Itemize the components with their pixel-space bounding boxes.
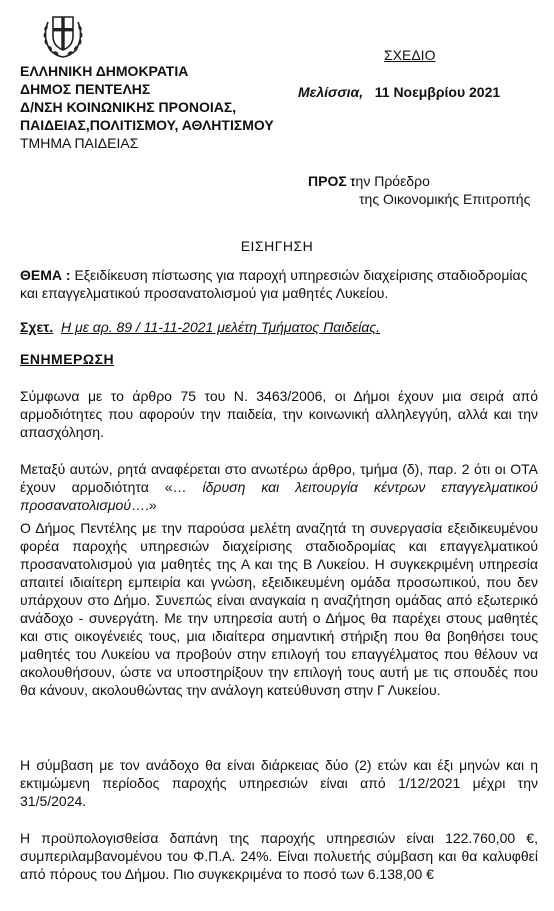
paragraph-3: Ο Δήμος Πεντέλης με την παρούσα μελέτη αναζητά τη συνεργασία εξειδικευμένου φορέα παροχής υπηρεσιών διαχείρισης σταδιοδρομίας και επαγγελματικού προσανατολισμού για μαθητές της Α και της Β Λυκείου. Η συγκεκριμένη υπηρεσία απαιτεί ιδιαίτερη εμπειρία και γνώση, εξειδικευμένη ομάδα προσωπικού, που δεν υπάρχουν στο Δήμο. Συνεπώς είναι αναγκαία η αναζήτηση ομάδας από εξωτερικό ανάδοχο - συνεργάτη. Με την υπηρεσία αυτή ο Δήμος θα παρέχει στους μαθητές και στις οικογένειές τους, μια ιδιαίτερα σημαντική στήριξη που θα βοηθήσει τους μαθητές του Λυκείου να προβούν στην επιλογή του επαγγέλματος που θέλουν να ακολουθήσουν, ώστε να υποστηρίξουν την επιλογή τους αυτή με τις σπουδές που θα κάνουν, ακολουθώντας την ανάλογη κατεύθυνση στην Γ Λυκείου.: [20, 520, 538, 698]
org-line-municipality: ΔΗΜΟΣ ΠΕΝΤΕΛΗΣ: [20, 81, 151, 97]
paragraph-1: Σύμφωνα με το άρθρο 75 του Ν. 3463/2006, οι Δήμοι έχουν μια σειρά από αρμοδιότητες που αφορούν την παιδεία, την κοινωνική αλληλεγγύη, αλλά και την απασχόληση.: [20, 388, 538, 440]
org-line-directorate: Δ/ΝΣΗ ΚΟΙΝΩΝΙΚΗΣ ΠΡΟΝΟΙΑΣ,: [20, 99, 237, 115]
date: 11 Νοεμβρίου 2021: [374, 84, 501, 100]
draft-label: ΣΧΕΔΙΟ: [384, 47, 436, 63]
subject-text: Εξειδίκευση πίστωσης για παροχή υπηρεσιών διαχείρισης σταδιοδρομίας και επαγγελματικού προσανατολισμού για μαθητές Λυκείου.: [20, 267, 528, 301]
coat-of-arms-emblem: [38, 8, 88, 60]
subject: [20, 266, 540, 302]
place-date-line: [298, 84, 500, 100]
reference-text: Η με αρ. 89 / 11-11-2021 μελέτη Τμήματος Παιδείας.: [61, 319, 381, 335]
recipient-label: ΠΡΟΣ :: [308, 173, 356, 189]
paragraph-2-start: Μεταξύ αυτών, ρητά αναφέρεται στο ανωτέρω άρθρο, τμήμα (δ), παρ. 2 ότι οι ΟΤΑ έχουν αρμοδιότητα «…: [20, 461, 538, 495]
section-title: ΕΝΗΜΕΡΩΣΗ: [20, 351, 115, 367]
paragraph-2-end: ….»: [131, 497, 157, 513]
reference-label: Σχετ.: [20, 319, 54, 335]
subject-label: ΘΕΜΑ :: [20, 267, 71, 283]
org-line-country: ΕΛΛΗΝΙΚΗ ΔΗΜΟΚΡΑΤΙΑ: [20, 63, 189, 79]
reference: [20, 319, 380, 335]
place: Μελίσσια,: [298, 84, 364, 100]
document-heading: ΕΙΣΗΓΗΣΗ: [240, 238, 314, 254]
paragraph-2-quote: ίδρυση και λειτουργία κέντρων επαγγελματικού προσανατολισμού: [20, 479, 538, 513]
paragraph-5: Η προϋπολογισθείσα δαπάνη της παροχής υπηρεσιών είναι 122.760,00 €, συμπεριλαμβανομένου του Φ.Π.Α. 24%. Είναι πολυετής σύμβαση και θα καλυφθεί από πόρους του Δήμου. Πιο συγκεκριμένα το ποσό των 6.138,00 €: [20, 830, 538, 882]
recipient-line1: την Πρόεδρο: [350, 173, 430, 189]
recipient-line2: της Οικονομικής Επιτροπής: [359, 191, 531, 207]
paragraph-4: Η σύμβαση με τον ανάδοχο θα είναι διάρκειας δύο (2) ετών και έξι μηνών και η εκτιμώμενη περίοδος παροχής υπηρεσιών είναι από 1/12/2021 μέχρι την 31/5/2024.: [20, 757, 538, 809]
org-line-directorate-cont: ΠΑΙΔΕΙΑΣ,ΠΟΛΙΤΙΣΜΟΥ, ΑΘΛΗΤΙΣΜΟΥ: [20, 117, 274, 133]
paragraph-2: [20, 460, 538, 514]
org-line-department: ΤΜΗΜΑ ΠΑΙΔΕΙΑΣ: [20, 135, 139, 151]
